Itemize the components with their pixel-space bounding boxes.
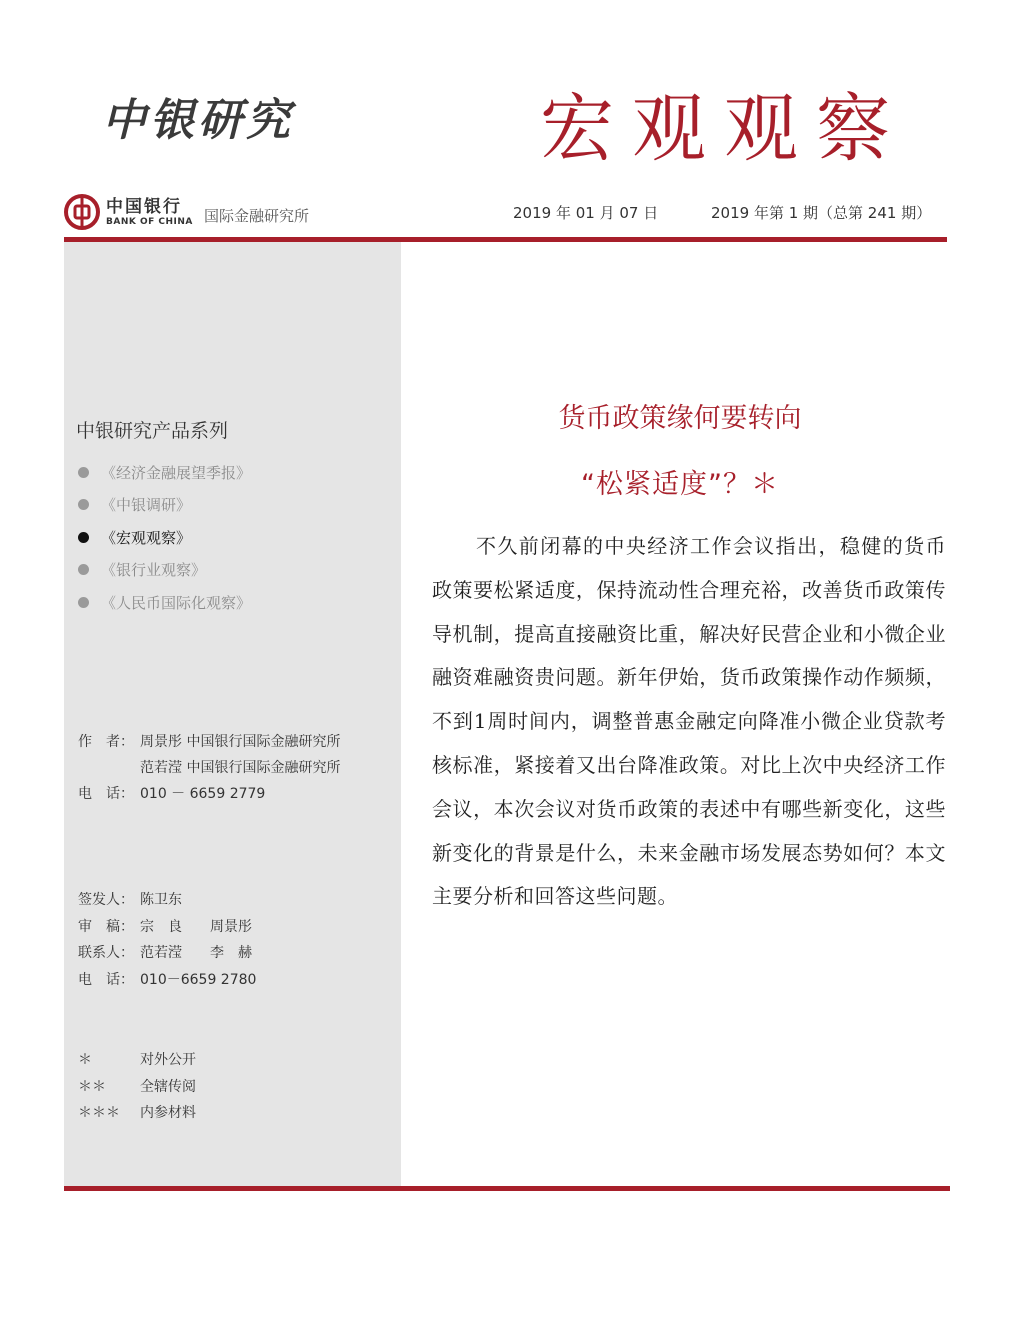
- series-item-label: 《人民币国际化观察》: [101, 593, 252, 612]
- signer-name: 陈卫东: [140, 892, 182, 908]
- series-item: [78, 586, 251, 619]
- research-logo-calligraphy: 中银研究: [102, 95, 294, 146]
- bank-of-china-logo-icon: [64, 194, 100, 230]
- contact-names: 范若滢 李 赫: [140, 945, 252, 961]
- author-2: 范若滢 中国银行国际金融研究所: [140, 760, 341, 776]
- issue-number: 2019 年第 1 期（总第 241 期）: [711, 204, 932, 222]
- series-item: [78, 554, 251, 587]
- phone-number: 010 － 6659 2779: [140, 786, 266, 802]
- classification-label: 内参材料: [140, 1105, 196, 1121]
- series-item-active: [78, 521, 251, 554]
- classification-mark: ＊＊＊: [78, 1105, 120, 1121]
- series-list: [78, 456, 251, 619]
- signer-row: [78, 889, 182, 909]
- series-item-label: 《中银调研》: [101, 496, 192, 515]
- reviewer-names: 宗 良 周景彤: [140, 919, 252, 935]
- bullet-icon: [78, 467, 89, 478]
- contact-label: 联系人：: [78, 945, 134, 961]
- bullet-icon: [78, 564, 89, 575]
- institute-name: 国际金融研究所: [204, 207, 310, 225]
- classification-mark: ＊＊: [78, 1079, 106, 1095]
- authors-row: [78, 731, 340, 751]
- bank-name-en: BANK OF CHINA: [106, 217, 193, 227]
- series-title: 中银研究产品系列: [76, 420, 229, 442]
- phone2-label: 电 话：: [78, 972, 134, 988]
- authors-label: 作 者：: [78, 734, 134, 750]
- classification-row: [78, 1102, 196, 1122]
- bottom-divider: [64, 1186, 950, 1191]
- series-item: [78, 456, 251, 489]
- sidebar-panel: [64, 242, 401, 1186]
- phone2-number: 010－6659 2780: [140, 972, 257, 988]
- publication-title: 宏观观察: [540, 86, 908, 172]
- signer-label: 签发人：: [78, 892, 134, 908]
- publication-date: 2019 年 01 月 07 日: [513, 204, 659, 222]
- series-item-label: 《经济金融展望季报》: [101, 463, 252, 482]
- series-item-label: 《银行业观察》: [101, 561, 207, 580]
- bank-name-cn: 中国银行: [106, 197, 182, 217]
- bullet-icon: [78, 532, 89, 543]
- article-title-line-1: 货币政策缘何要转向: [558, 403, 802, 434]
- bullet-icon: [78, 499, 89, 510]
- series-item-label: 《宏观观察》: [101, 528, 192, 547]
- phone-row: [78, 783, 265, 803]
- classification-mark: ＊: [78, 1052, 92, 1068]
- article-title-line-2: “松紧适度”？＊: [581, 469, 779, 500]
- phone2-row: [78, 969, 256, 989]
- bullet-icon: [78, 597, 89, 608]
- authors-row-2: [78, 757, 340, 777]
- reviewer-label: 审 稿：: [78, 919, 134, 935]
- article-body: 不久前闭幕的中央经济工作会议指出，稳健的货币政策要松紧适度，保持流动性合理充裕，改善货币政策传导机制，提高直接融资比重，解决好民营企业和小微企业融资难融资贵问题。新年伊始，货币政策操作动作频频，不到1周时间内，调整普惠金融定向降准小微企业贷款考核标准，紧接着又出台降准政策。对比上次中央经济工作会议，本次会议对货币政策的表述中有哪些新变化，这些新变化的背景是什么，未来金融市场发展态势如何？本文主要分析和回答这些问题。: [432, 534, 946, 909]
- series-item: [78, 489, 251, 522]
- reviewer-row: [78, 916, 252, 936]
- classification-label: 全辖传阅: [140, 1079, 196, 1095]
- classification-label: 对外公开: [140, 1052, 196, 1068]
- author-1: 周景彤 中国银行国际金融研究所: [140, 734, 341, 750]
- classification-row: [78, 1076, 196, 1096]
- phone-label: 电 话：: [78, 786, 134, 802]
- classification-row: [78, 1049, 196, 1069]
- contact-row: [78, 942, 252, 962]
